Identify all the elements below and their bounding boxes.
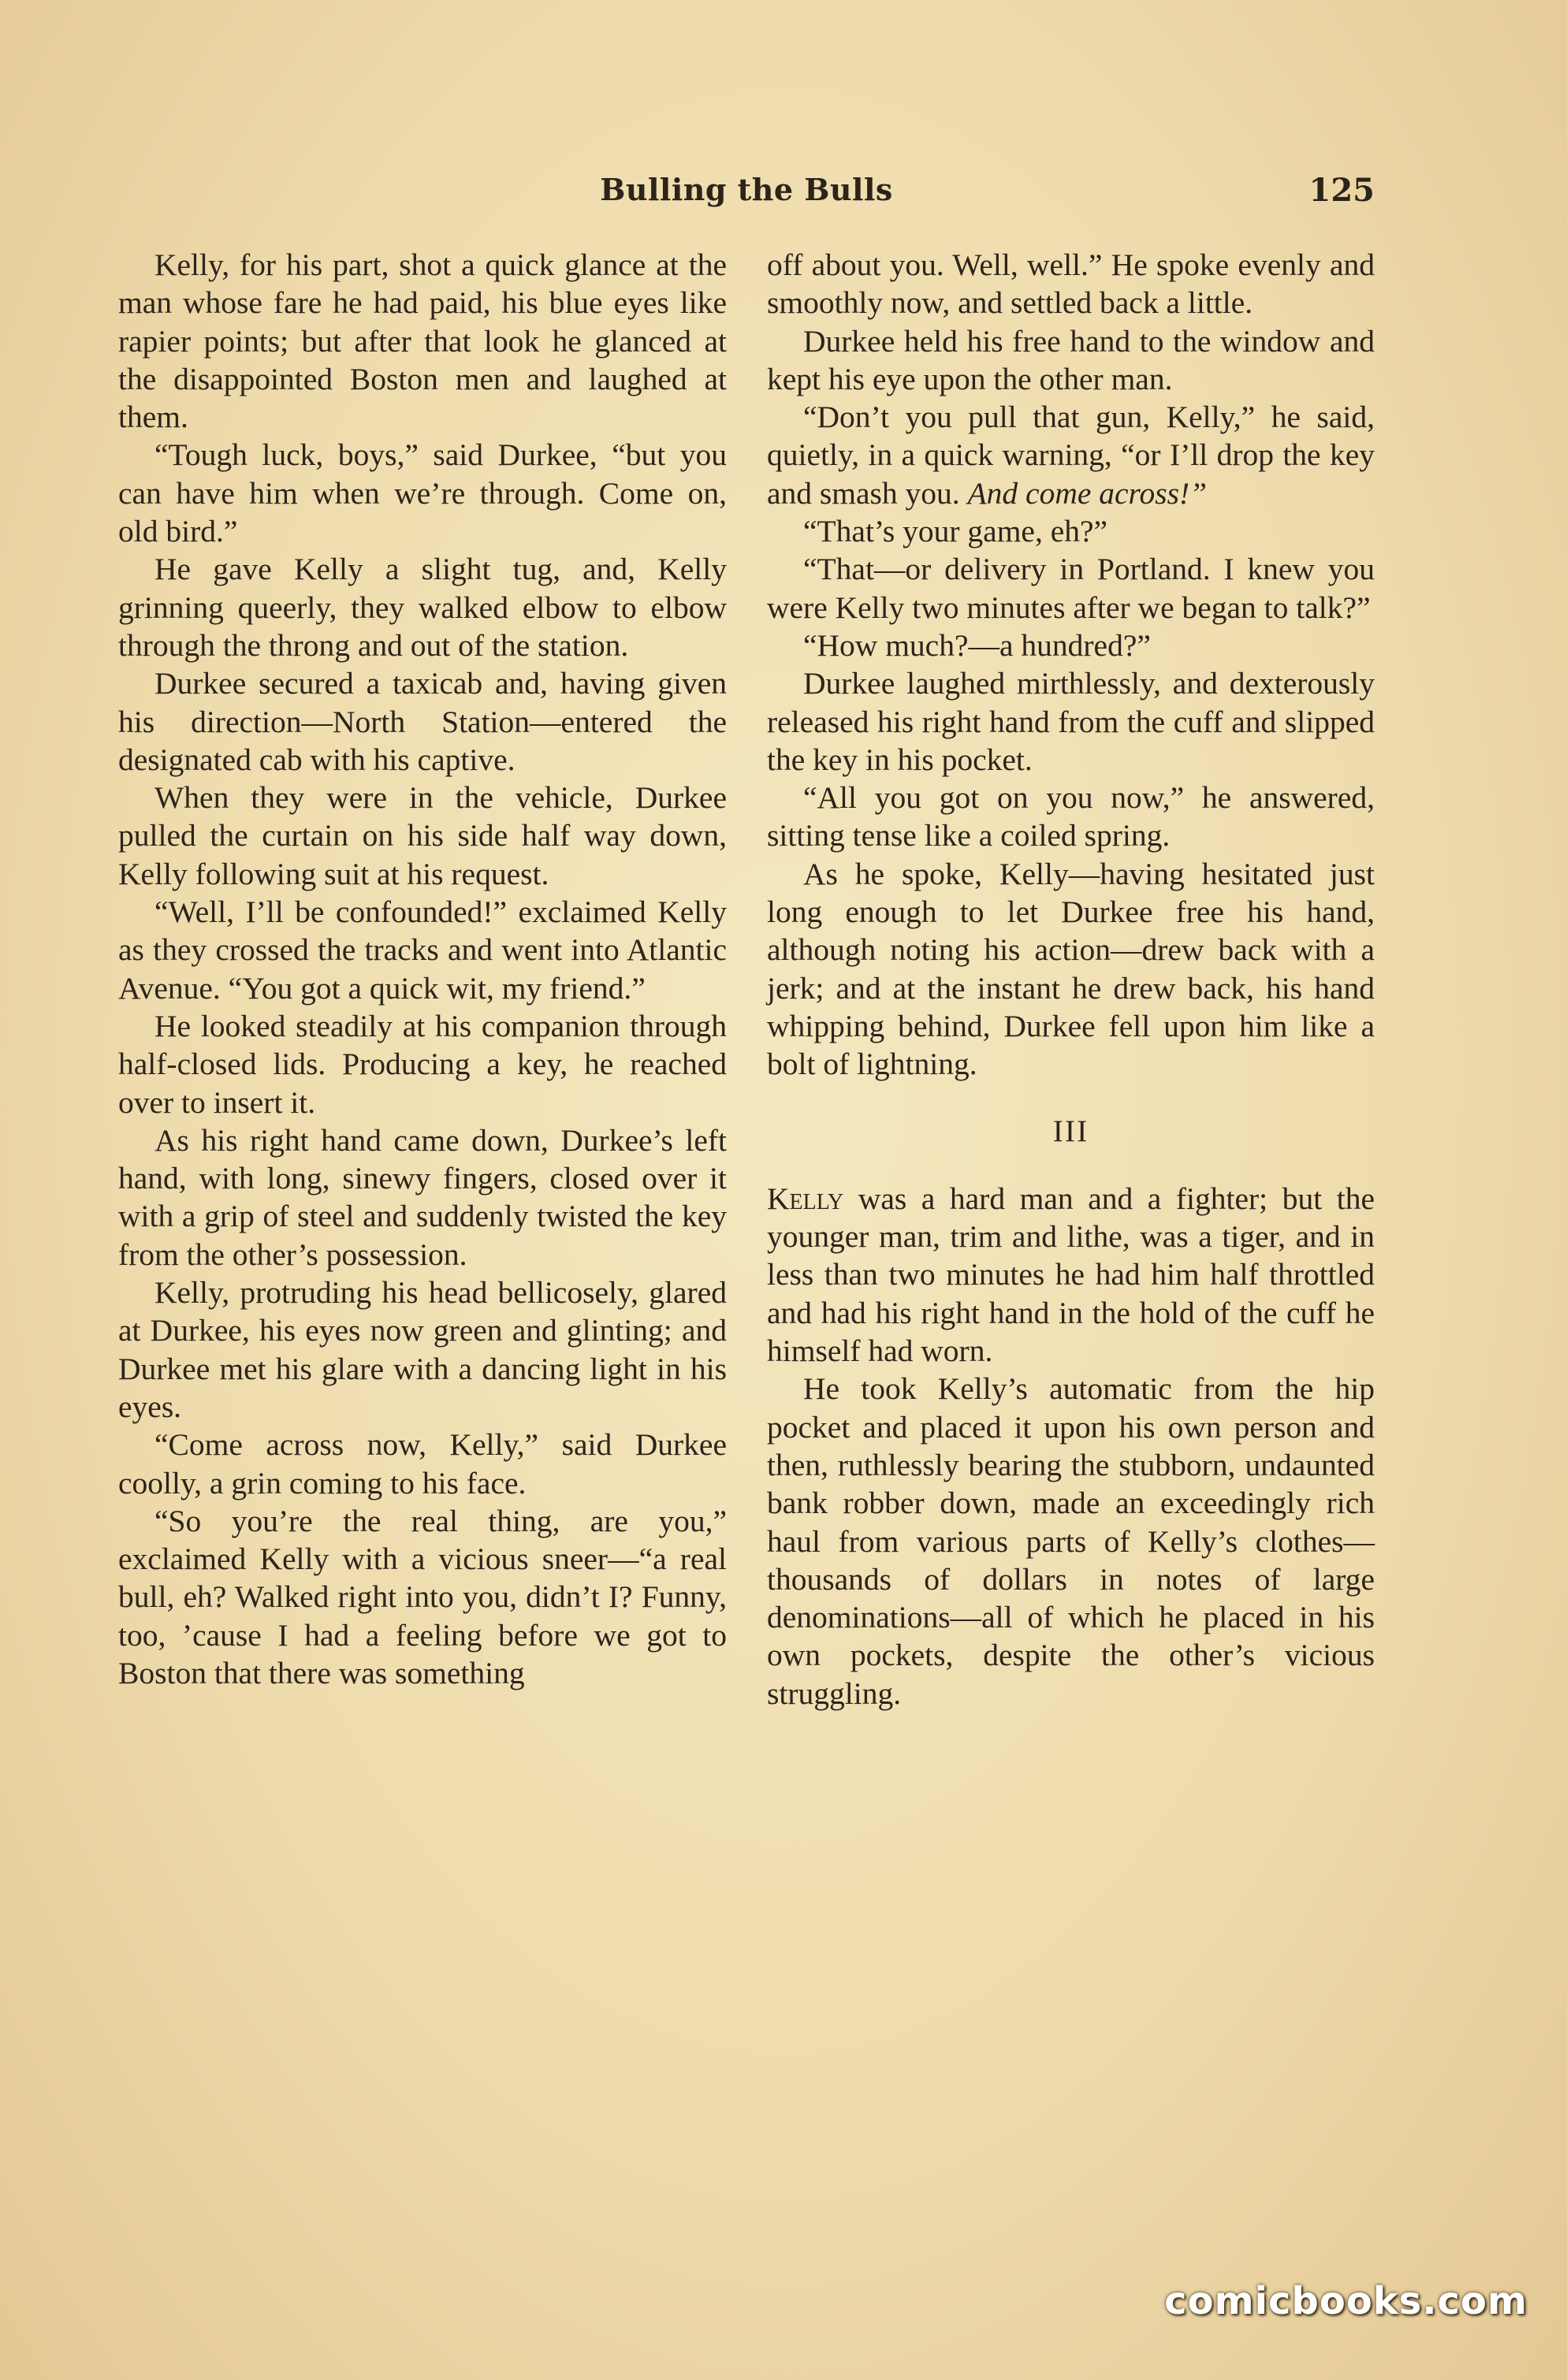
right-column [767, 246, 1375, 2137]
page-header [118, 172, 1375, 219]
page-number: 125 [1308, 172, 1375, 209]
paragraph: He looked steadily at his companion through half-closed lids. Producing a key, he reached over to insert it. [118, 1008, 727, 1120]
running-title: Bulling the Bulls [600, 172, 893, 207]
paragraph: Durkee held his free hand to the window and kept his eye upon the other man. [767, 323, 1375, 396]
paragraph [767, 398, 1375, 512]
left-column [118, 246, 727, 2137]
paragraph: As his right hand came down, Durkee’s left hand, with long, sinewy fingers, closed over it with a grip of steel and suddenly twisted the key from the other’s possession. [118, 1122, 727, 1272]
section-heading: III [1052, 1113, 1089, 1148]
paragraph: “All you got on you now,” he answered, sitting tense like a coiled spring. [767, 780, 1375, 853]
italic-phrase: And come across!” [967, 475, 1208, 511]
paragraph: “So you’re the real thing, are you,” exclaimed Kelly with a vicious sneer—“a real bull, eh? Walked right into you, didn’t I? Funny, too, ’cause I had a feeling before we got to Boston that there was something [118, 1503, 727, 1690]
paragraph: Durkee laughed mirthlessly, and dexterously released his right hand from the cuff and slipped the key in his pocket. [767, 666, 1375, 777]
section-opening-paragraph [767, 1180, 1375, 1370]
paragraph: He gave Kelly a slight tug, and, Kelly grinning queerly, they walked elbow to elbow through the throng and out of the station. [118, 552, 727, 663]
paragraph: As he spoke, Kelly—having hesitated just long enough to let Durkee free his hand, although noting his action—drew back with a jerk; and at the instant he drew back, his hand whipping behind, Durkee fell upon him like a bolt of lightning. [767, 856, 1375, 1082]
paragraph: “Tough luck, boys,” said Durkee, “but you can have him when we’re through. Come on, old bird.” [118, 437, 727, 549]
paragraph: Kelly, protruding his head bellicosely, glared at Durkee, his eyes now green and glinting; and Durkee met his glare with a dancing light in his eyes. [118, 1275, 727, 1424]
watermark: comicbooks.com [1164, 2279, 1528, 2323]
paragraph: “Come across now, Kelly,” said Durkee coolly, a grin coming to his face. [118, 1427, 727, 1501]
paragraph: “Well, I’ll be confounded!” exclaimed Kelly as they crossed the tracks and went into Atlantic Avenue. “You got a quick wit, my friend.” [118, 894, 727, 1006]
small-caps-lead: Kelly [767, 1181, 844, 1216]
paragraph: “That—or delivery in Portland. I knew you were Kelly two minutes after we began to talk?” [767, 552, 1375, 625]
paragraph: Kelly, for his part, shot a quick glance at the man whose fare he had paid, his blue eyes like rapier points; but after that look he glanced at the disappointed Boston men and laughed at them. [118, 247, 727, 435]
paragraph: “That’s your game, eh?” [803, 514, 1108, 549]
paragraph: When they were in the vehicle, Durkee pulled the curtain on his side half way down, Kelly following suit at his request. [118, 780, 727, 891]
paragraph: Durkee secured a taxicab and, having given his direction—North Station—entered the designated cab with his captive. [118, 666, 727, 777]
paragraph: “How much?—a hundred?” [803, 627, 1151, 663]
paragraph-text: “Don’t you pull that gun, Kelly,” he said, quietly, in a quick warning, “or I’ll drop the key and smash you. [767, 400, 1375, 511]
paragraph: He took Kelly’s automatic from the hip pocket and placed it upon his own person and then, ruthlessly bearing the stubborn, undaunted bank robber down, made an exceedingly rich haul from various parts of Kelly’s clothes—thousands of dollars in notes of large denominations—all of which he placed in his own pockets, despite the other’s vicious struggling. [767, 1371, 1375, 1711]
paragraph-continued: off about you. Well, well.” He spoke evenly and smoothly now, and settled back a little. [767, 247, 1375, 321]
paragraph-text: was a hard man and a fighter; but the younger man, trim and lithe, was a tiger, and in less than two minutes he had him half throttled and had his right hand in the hold of the cuff he himself had worn. [767, 1181, 1375, 1369]
